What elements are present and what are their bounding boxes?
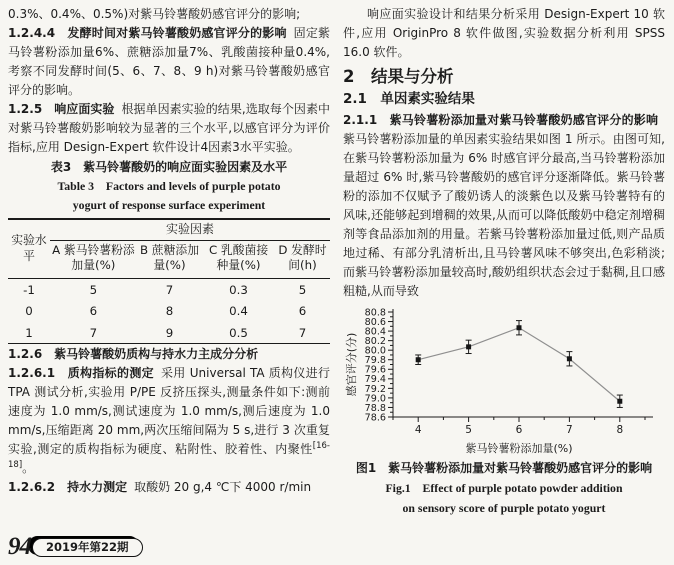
table-row: [8, 278, 330, 300]
table-col-header-c: C 乳酸菌接种量(%): [202, 240, 275, 278]
svg-text:5: 5: [465, 424, 472, 436]
sensory-score-chart: [343, 304, 659, 456]
left-column: [8, 5, 330, 565]
svg-text:78.8: 78.8: [364, 402, 386, 414]
figure-1-caption-cn: 图1 紫马铃薯粉添加量对紫马铃薯酸奶感官评分的影响: [355, 461, 653, 475]
table-cell: 6: [298, 304, 307, 318]
table-cell: 6: [89, 304, 98, 318]
table-row: [8, 322, 330, 344]
svg-text:7: 7: [566, 424, 573, 436]
svg-text:80.6: 80.6: [364, 316, 386, 328]
section-1-2-6-2-heading: 1.2.6.2 持水力测定: [8, 480, 128, 494]
svg-text:4: 4: [414, 424, 422, 436]
section-1-2-6-1-heading: 1.2.6.1 质构指标的测定: [8, 366, 154, 380]
svg-text:紫马铃薯粉添加量(%): 紫马铃薯粉添加量(%): [465, 442, 573, 455]
section-1-2-5-heading: 1.2.5 响应面实验: [8, 102, 115, 116]
table-cell: 7: [89, 325, 98, 340]
page-number: 94: [8, 533, 31, 560]
table-cell: 9: [165, 325, 174, 340]
section-2-1-heading: 2.1 单因素实验结果: [343, 91, 475, 107]
section-1-2-4-4: [8, 24, 330, 100]
journal-issue-badge: 2019年第22期: [32, 538, 143, 557]
table-3-caption-cn: 表3 紫马铃薯酸奶的响应面实验因素及水平: [50, 160, 288, 174]
figure-1-caption-en-line1: Fig.1 Effect of purple potato powder addition: [385, 481, 623, 495]
page-footer: [8, 535, 330, 565]
section-1-2-4-4-body: 固定紫马铃薯粉添加量6%、蔗糖添加量7%、乳酸菌接种量0.4%,考察不同发酵时间(5、6、7、8、9 h)对紫马铃薯酸奶感官评分的影响。: [8, 26, 330, 97]
section-2-heading: 2 结果与分析: [343, 67, 454, 86]
right-column: [343, 5, 665, 565]
figure-1-caption-en-line2: on sensory score of purple potato yogurt: [402, 501, 606, 515]
section-1-2-5-body: 根据单因素实验的结果,选取每个因素中对紫马铃薯酸奶影响较为显著的三个水平,以感官评分为评价指标,应用 Design-Expert 软件设计4因素3水平实验。: [8, 102, 330, 154]
section-1-2-6-2: [8, 478, 330, 497]
table-cell: 0: [25, 304, 33, 318]
table-col-header-b: B 蔗糖添加量(%): [137, 240, 202, 278]
table-col-header-a: A 紫马铃薯粉添加量(%): [50, 240, 137, 278]
paragraph-continuation: 0.3%、0.4%、0.5%)对紫马铃薯酸奶感官评分的影响;: [8, 7, 301, 21]
section-2-1-1-heading: 2.1.1 紫马铃薯粉添加量对紫马铃薯酸奶感官评分的影响: [343, 113, 658, 127]
table-cell: 0.4: [229, 304, 248, 318]
paragraph-software: 响应面实验设计和结果分析采用 Design-Expert 10 软件,应用 OriginPro 8 软件做图,实验数据分析利用 SPSS 16.0 软件。: [343, 7, 665, 59]
section-1-2-6-1: [8, 364, 330, 478]
table-cell: 7: [298, 325, 307, 340]
section-2-1-1: [343, 111, 665, 301]
svg-text:80.4: 80.4: [364, 326, 386, 338]
citation-ref: [16-18]: [8, 441, 330, 470]
svg-text:80.0: 80.0: [364, 345, 386, 357]
svg-text:79.0: 79.0: [364, 393, 386, 405]
table-cell: 5: [89, 282, 98, 297]
section-1-2-6-1-body: 采用 Universal TA 质构仪进行 TPA 测试分析,实验用 P/PE 反挤压探头,测量条件如下:测前速度为 1.0 mm/s,测试速度为 1.0 mm/s,测后速度为 1.0 mm/s,压缩距离 20 mm,两次压缩间隔为 5 s,进行 3 次重复实验,测定的质构指标为硬度、粘附性、胶着性、内聚性: [8, 366, 330, 456]
svg-text:80.2: 80.2: [364, 336, 386, 348]
svg-text:80.8: 80.8: [364, 307, 386, 319]
svg-text:感官评分(分): 感官评分(分): [345, 332, 358, 397]
sentence-end: 。: [22, 461, 35, 475]
section-1-2-6-heading: 1.2.6 紫马铃薯酸奶质构与持水力主成分分析: [8, 347, 259, 361]
table-cell: 1: [25, 325, 33, 340]
figure-1: [343, 304, 665, 518]
table-row: [8, 300, 330, 322]
svg-text:6: 6: [515, 424, 523, 436]
svg-text:79.8: 79.8: [364, 355, 386, 367]
section-1-2-4-4-heading: 1.2.4.4 发酵时间对紫马铃薯酸奶感官评分的影响: [8, 26, 287, 40]
svg-text:79.4: 79.4: [364, 374, 386, 386]
table-cell: 8: [165, 304, 174, 318]
table-3-caption-en-line1: Table 3 Factors and levels of purple potato: [57, 179, 281, 193]
table-cell: 0.5: [229, 325, 248, 340]
table-3-factors-levels: [8, 218, 330, 344]
table-cell: -1: [23, 282, 35, 297]
table-corner-header: 实验水平: [8, 219, 50, 278]
table-cell: 5: [298, 282, 307, 297]
svg-text:78.6: 78.6: [364, 412, 386, 424]
table-col-header-d: D 发酵时间(h): [275, 240, 330, 278]
section-1-2-6-2-body: 取酸奶 20 g,4 ℃下 4000 r/min: [134, 480, 312, 494]
svg-text:79.2: 79.2: [364, 383, 386, 395]
section-2-1-1-body: 紫马铃薯粉添加量的单因素实验结果如图 1 所示。由图可知,在紫马铃薯粉添加量为 6% 时感官评分最高,当马铃薯粉添加量超过 6% 时,紫马铃薯酸奶的感官评分逐渐降低。紫马铃薯粉的添加不仅赋予了酸奶诱人的淡紫色以及紫马铃薯特有的风味,还能够起到增稠的效果,从而可以降低酸奶中稳定剂增稠剂等食品添加剂的用量。若紫马铃薯粉添加量过低,则产品质地过稀、有部分乳清析出,且马铃薯风味不够突出,色彩稍淡;而紫马铃薯粉添加量较高时,酸奶组织状态会过于黏稠,且口感粗糙,从而导致: [343, 132, 665, 298]
section-1-2-5: [8, 100, 330, 157]
table-group-header: 实验因素: [50, 219, 330, 240]
svg-text:8: 8: [616, 424, 624, 436]
table-3-caption-en-line2: yogurt of response surface experiment: [72, 198, 266, 212]
svg-text:79.6: 79.6: [364, 364, 386, 376]
table-cell: 7: [165, 282, 174, 297]
table-cell: 0.3: [229, 282, 248, 297]
